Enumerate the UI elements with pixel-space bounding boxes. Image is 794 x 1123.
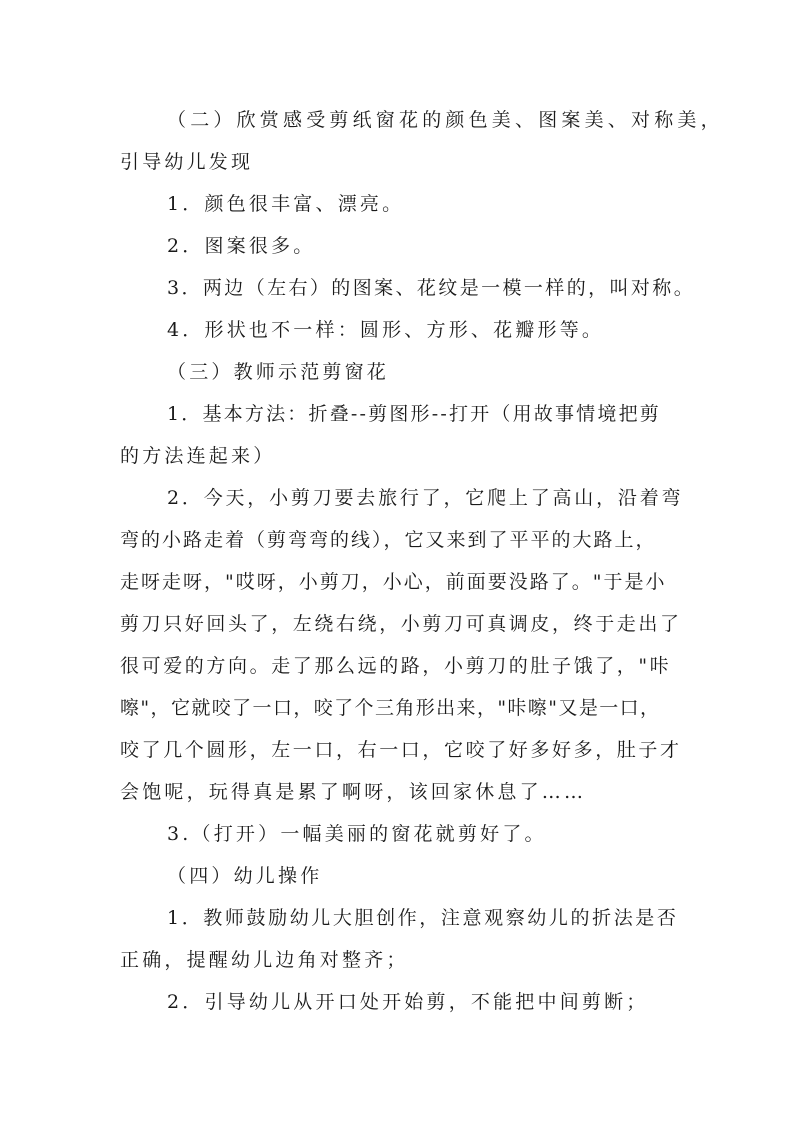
list-item-1: 1．基本方法：折叠--剪图形--打开（用故事情境把剪 (167, 403, 661, 425)
paragraph-line: 很可爱的方向。走了那么远的路，小剪刀的肚子饿了，"咔 (120, 655, 672, 677)
paragraph-line: 的方法连起来） (120, 445, 276, 467)
paragraph-line: 弯的小路走着（剪弯弯的线），它又来到了平平的大路上， (120, 529, 657, 551)
list-item-3: 3.（打开）一幅美丽的窗花就剪好了。 (167, 823, 547, 845)
paragraph-line: 剪刀只好回头了，左绕右绕，小剪刀可真调皮，终于走出了 (120, 613, 682, 635)
paragraph-line: 嚓"，它就咬了一口，咬了个三角形出来，"咔嚓"又是一口， (120, 697, 661, 719)
list-item-3: 3．两边（左右）的图案、花纹是一模一样的，叫对称。 (167, 277, 696, 299)
list-item-2: 2．引导幼儿从开口处开始剪，不能把中间剪断； (167, 991, 649, 1013)
paragraph-line: 正确，提醒幼儿边角对整齐； (120, 949, 409, 971)
section-heading-2: （二）欣赏感受剪纸窗花的颜色美、图案美、对称美， (167, 109, 724, 131)
list-item-4: 4．形状也不一样：圆形、方形、花瓣形等。 (167, 319, 605, 341)
section-heading-3: （三）教师示范剪窗花 (167, 361, 390, 383)
paragraph-line: 走呀走呀，"哎呀，小剪刀，小心，前面要没路了。"于是小 (120, 571, 667, 593)
list-item-2: 2．今天，小剪刀要去旅行了，它爬上了高山，沿着弯 (167, 487, 684, 509)
list-item-1: 1．颜色很丰富、漂亮。 (167, 193, 405, 215)
list-item-2: 2．图案很多。 (167, 235, 316, 257)
paragraph-line: 会饱呢，玩得真是累了啊呀，该回家休息了…… (120, 781, 587, 803)
paragraph-line: 引导幼儿发现 (120, 151, 254, 173)
list-item-1: 1．教师鼓励幼儿大胆创作，注意观察幼儿的折法是否 (167, 907, 679, 929)
paragraph-line: 咬了几个圆形，左一口，右一口，它咬了好多好多，肚子才 (120, 739, 682, 761)
section-heading-4: （四）幼儿操作 (167, 865, 323, 887)
